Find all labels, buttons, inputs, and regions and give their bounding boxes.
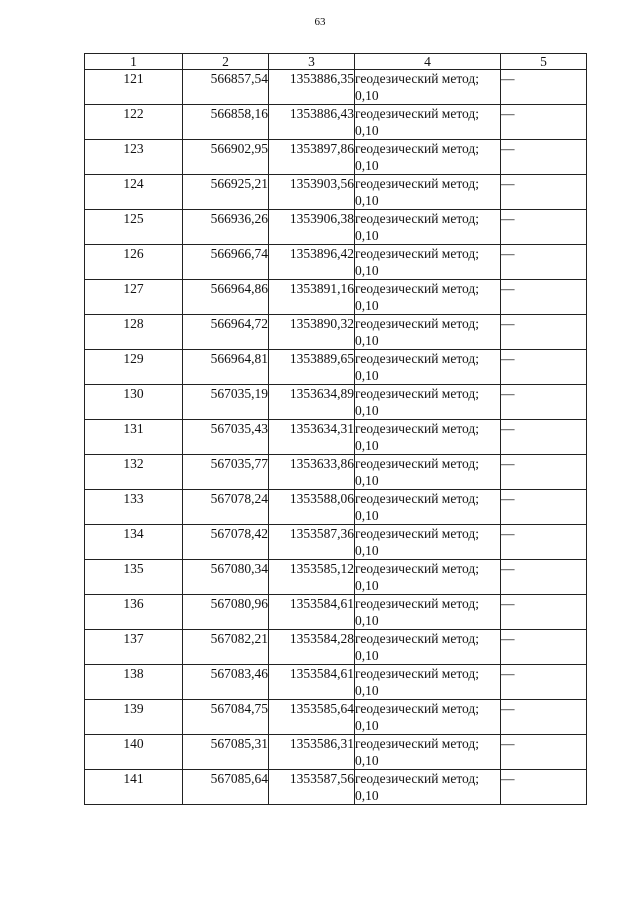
y-coordinate-cell: 1353586,31 <box>269 735 355 770</box>
method-accuracy-cell: геодезический метод; 0,10 <box>355 630 501 665</box>
note-cell: — <box>501 700 587 735</box>
point-number-cell: 134 <box>85 525 183 560</box>
point-number-cell: 126 <box>85 245 183 280</box>
table-row <box>85 420 587 455</box>
method-accuracy-cell: геодезический метод; 0,10 <box>355 770 501 805</box>
table-row <box>85 245 587 280</box>
y-coordinate-cell: 1353903,56 <box>269 175 355 210</box>
x-coordinate-cell: 567083,46 <box>183 665 269 700</box>
note-cell: — <box>501 455 587 490</box>
table-row <box>85 280 587 315</box>
x-coordinate-cell: 566966,74 <box>183 245 269 280</box>
note-cell: — <box>501 735 587 770</box>
y-coordinate-cell: 1353585,12 <box>269 560 355 595</box>
point-number-cell: 131 <box>85 420 183 455</box>
method-accuracy-cell: геодезический метод; 0,10 <box>355 560 501 595</box>
note-cell: — <box>501 350 587 385</box>
method-accuracy-cell: геодезический метод; 0,10 <box>355 455 501 490</box>
note-cell: — <box>501 70 587 105</box>
table-row <box>85 140 587 175</box>
x-coordinate-cell: 566858,16 <box>183 105 269 140</box>
method-accuracy-cell: геодезический метод; 0,10 <box>355 595 501 630</box>
x-coordinate-cell: 567082,21 <box>183 630 269 665</box>
y-coordinate-cell: 1353634,31 <box>269 420 355 455</box>
y-coordinate-cell: 1353886,43 <box>269 105 355 140</box>
point-number-cell: 141 <box>85 770 183 805</box>
y-coordinate-cell: 1353889,65 <box>269 350 355 385</box>
column-header-4: 4 <box>355 54 501 70</box>
method-accuracy-cell: геодезический метод; 0,10 <box>355 420 501 455</box>
x-coordinate-cell: 567078,24 <box>183 490 269 525</box>
method-accuracy-cell: геодезический метод; 0,10 <box>355 315 501 350</box>
column-header-5: 5 <box>501 54 587 70</box>
table-row <box>85 385 587 420</box>
point-number-cell: 127 <box>85 280 183 315</box>
y-coordinate-cell: 1353890,32 <box>269 315 355 350</box>
table-row <box>85 700 587 735</box>
point-number-cell: 140 <box>85 735 183 770</box>
note-cell: — <box>501 665 587 700</box>
x-coordinate-cell: 566902,95 <box>183 140 269 175</box>
point-number-cell: 125 <box>85 210 183 245</box>
y-coordinate-cell: 1353633,86 <box>269 455 355 490</box>
method-accuracy-cell: геодезический метод; 0,10 <box>355 210 501 245</box>
x-coordinate-cell: 567035,43 <box>183 420 269 455</box>
note-cell: — <box>501 595 587 630</box>
x-coordinate-cell: 566925,21 <box>183 175 269 210</box>
point-number-cell: 139 <box>85 700 183 735</box>
method-accuracy-cell: геодезический метод; 0,10 <box>355 700 501 735</box>
y-coordinate-cell: 1353891,16 <box>269 280 355 315</box>
y-coordinate-cell: 1353585,64 <box>269 700 355 735</box>
table-row <box>85 70 587 105</box>
coordinates-table <box>84 53 587 805</box>
y-coordinate-cell: 1353886,35 <box>269 70 355 105</box>
table-row <box>85 525 587 560</box>
method-accuracy-cell: геодезический метод; 0,10 <box>355 70 501 105</box>
x-coordinate-cell: 566857,54 <box>183 70 269 105</box>
table-row <box>85 735 587 770</box>
method-accuracy-cell: геодезический метод; 0,10 <box>355 735 501 770</box>
point-number-cell: 133 <box>85 490 183 525</box>
table-row <box>85 770 587 805</box>
x-coordinate-cell: 566936,26 <box>183 210 269 245</box>
x-coordinate-cell: 567035,19 <box>183 385 269 420</box>
point-number-cell: 121 <box>85 70 183 105</box>
point-number-cell: 136 <box>85 595 183 630</box>
y-coordinate-cell: 1353906,38 <box>269 210 355 245</box>
y-coordinate-cell: 1353896,42 <box>269 245 355 280</box>
x-coordinate-cell: 566964,86 <box>183 280 269 315</box>
y-coordinate-cell: 1353634,89 <box>269 385 355 420</box>
x-coordinate-cell: 567035,77 <box>183 455 269 490</box>
table-row <box>85 595 587 630</box>
method-accuracy-cell: геодезический метод; 0,10 <box>355 175 501 210</box>
note-cell: — <box>501 525 587 560</box>
x-coordinate-cell: 567084,75 <box>183 700 269 735</box>
method-accuracy-cell: геодезический метод; 0,10 <box>355 385 501 420</box>
method-accuracy-cell: геодезический метод; 0,10 <box>355 245 501 280</box>
note-cell: — <box>501 280 587 315</box>
x-coordinate-cell: 567080,96 <box>183 595 269 630</box>
table-row <box>85 665 587 700</box>
table-row <box>85 175 587 210</box>
method-accuracy-cell: геодезический метод; 0,10 <box>355 140 501 175</box>
note-cell: — <box>501 175 587 210</box>
column-header-3: 3 <box>269 54 355 70</box>
note-cell: — <box>501 210 587 245</box>
method-accuracy-cell: геодезический метод; 0,10 <box>355 665 501 700</box>
method-accuracy-cell: геодезический метод; 0,10 <box>355 525 501 560</box>
table-row <box>85 560 587 595</box>
table-row <box>85 350 587 385</box>
table-row <box>85 105 587 140</box>
method-accuracy-cell: геодезический метод; 0,10 <box>355 490 501 525</box>
y-coordinate-cell: 1353584,28 <box>269 630 355 665</box>
y-coordinate-cell: 1353584,61 <box>269 595 355 630</box>
x-coordinate-cell: 567080,34 <box>183 560 269 595</box>
note-cell: — <box>501 315 587 350</box>
table-header-row <box>85 54 587 70</box>
point-number-cell: 124 <box>85 175 183 210</box>
y-coordinate-cell: 1353587,36 <box>269 525 355 560</box>
y-coordinate-cell: 1353897,86 <box>269 140 355 175</box>
x-coordinate-cell: 567078,42 <box>183 525 269 560</box>
column-header-1: 1 <box>85 54 183 70</box>
point-number-cell: 137 <box>85 630 183 665</box>
method-accuracy-cell: геодезический метод; 0,10 <box>355 105 501 140</box>
point-number-cell: 135 <box>85 560 183 595</box>
point-number-cell: 138 <box>85 665 183 700</box>
note-cell: — <box>501 630 587 665</box>
x-coordinate-cell: 566964,72 <box>183 315 269 350</box>
note-cell: — <box>501 560 587 595</box>
point-number-cell: 130 <box>85 385 183 420</box>
table-body <box>85 70 587 805</box>
table-row <box>85 490 587 525</box>
note-cell: — <box>501 140 587 175</box>
table-row <box>85 315 587 350</box>
y-coordinate-cell: 1353588,06 <box>269 490 355 525</box>
y-coordinate-cell: 1353587,56 <box>269 770 355 805</box>
point-number-cell: 122 <box>85 105 183 140</box>
table-row <box>85 455 587 490</box>
y-coordinate-cell: 1353584,61 <box>269 665 355 700</box>
note-cell: — <box>501 385 587 420</box>
page-number: 63 <box>314 16 326 28</box>
column-header-2: 2 <box>183 54 269 70</box>
note-cell: — <box>501 770 587 805</box>
note-cell: — <box>501 245 587 280</box>
table-row <box>85 630 587 665</box>
x-coordinate-cell: 566964,81 <box>183 350 269 385</box>
x-coordinate-cell: 567085,31 <box>183 735 269 770</box>
point-number-cell: 129 <box>85 350 183 385</box>
note-cell: — <box>501 420 587 455</box>
note-cell: — <box>501 105 587 140</box>
note-cell: — <box>501 490 587 525</box>
point-number-cell: 128 <box>85 315 183 350</box>
x-coordinate-cell: 567085,64 <box>183 770 269 805</box>
method-accuracy-cell: геодезический метод; 0,10 <box>355 280 501 315</box>
method-accuracy-cell: геодезический метод; 0,10 <box>355 350 501 385</box>
point-number-cell: 132 <box>85 455 183 490</box>
table-row <box>85 210 587 245</box>
point-number-cell: 123 <box>85 140 183 175</box>
